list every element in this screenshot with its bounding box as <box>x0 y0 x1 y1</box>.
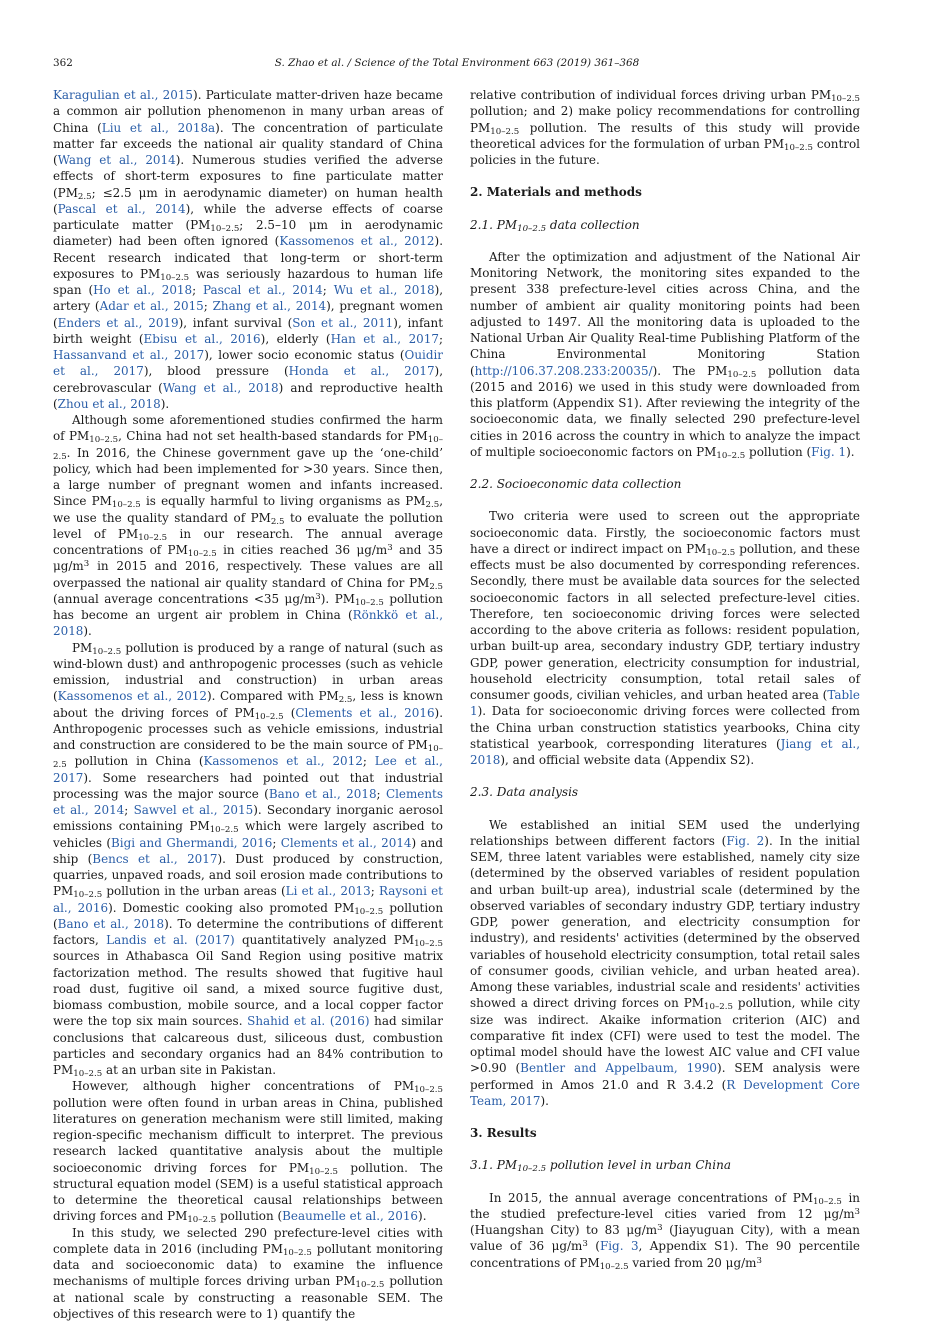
citation-link[interactable]: Shahid et al. (2016) <box>247 1014 369 1028</box>
subsection-heading: 2.2. Socioeconomic data collection <box>470 476 860 492</box>
citation-link[interactable]: Bano et al., 2018 <box>58 917 164 931</box>
subsection-heading: 2.3. Data analysis <box>470 784 860 800</box>
paragraph: Two criteria were used to screen out the appropriate socioeconomic data. Firstly, the socioeconomic factors must have a direct or indirect impact on $PM_{10-2.5}$ pollution, and these effects must be also documented by corresponding references. Secondly, there must be available data sources for the selected socioeconomic factors in all selected prefecture-level cities. Therefore, ten socioeconomic driving forces were selected according to the above criteria as follows: resident population, urban built-up area, secondary industry GDP, tertiary industry GDP, power generation, electricity consumption for industrial, household electricity consumption, total retail sales of consumer goods, civilian vehicles, and urban heated area (Table 1). Data for socioeconomic driving forces were collected from the China urban construction statistics yearbooks, China city statistical yearbook, corresponding literatures (Jiang et al., 2018), and official website data (Appendix S2). <box>470 508 860 768</box>
citation-link[interactable]: Clements et al., 2016 <box>295 706 434 720</box>
citation-link[interactable]: Zhang et al., 2014 <box>213 299 327 313</box>
citation-link[interactable]: Son et al., 2011 <box>292 316 393 330</box>
journal-citation: S. Zhao et al. / Science of the Total Environment 663 (2019) 361–368 <box>53 57 861 69</box>
citation-link[interactable]: Zhou et al., 2018 <box>58 397 161 411</box>
paragraph: Although some aforementioned studies confirmed the harm of $PM_{10-2.5}$, China had not set health-based standards for $PM_{10-2.5}$. In 2016, the Chinese government gave up the ‘one-child’ policy, which had been implemented for >30 years. Since then, a large number of pregnant women and infants increased. Since $PM_{10-2.5}$ is equally harmful to living organisms as $PM_{2.5}$, we use the quality standard of $PM_{2.5}$ to evaluate the pollution level of $PM_{10-2.5}$ in our research. The annual average concentrations of $PM_{10-2.5}$ in cities reached 36 $\mu g/m^3$ and 35 $\mu g/m^3$ in 2015 and 2016, respectively. These values are all overpassed the national air quality standard of China for $PM_{2.5}$ (annual average concentrations <35 $\mu g/m^3$). $PM_{10-2.5}$ pollution has become an urgent air problem in China (Rönkkö et al., 2018). <box>53 412 443 640</box>
citation-link[interactable]: Pascal et al., 2014 <box>203 283 323 297</box>
citation-link[interactable]: Wu et al., 2018 <box>334 283 435 297</box>
citation-link[interactable]: Honda et al., 2017 <box>289 364 435 378</box>
citation-link[interactable]: Fig. 2 <box>726 834 764 848</box>
citation-link[interactable]: Kassomenos et al., 2012 <box>204 754 363 768</box>
citation-link[interactable]: Table 1 <box>470 688 860 718</box>
citation-link[interactable]: Ho et al., 2018 <box>93 283 192 297</box>
left-column <box>53 87 443 1322</box>
page-number: 362 <box>53 57 73 69</box>
paragraph: However, although higher concentrations of $PM_{10-2.5}$ pollution were often found in urban areas in China, published literatures on generation mechanism were still limited, making region-specific mechanism difficult to interpret. The previous research lacked quantitative analysis about the multiple socioeconomic driving forces for $PM_{10-2.5}$ pollution. The structural equation model (SEM) is a useful statistical approach to determine the theoretical causal relationships between driving forces and $PM_{10-2.5}$ pollution (Beaumelle et al., 2016). <box>53 1078 443 1224</box>
citation-link[interactable]: Bentler and Appelbaum, 1990 <box>520 1061 717 1075</box>
paragraph: In 2015, the annual average concentrations of $PM_{10-2.5}$ in the studied prefecture-level cities varied from 12 $\mu g/m^3$ (Huangshan City) to 83 $\mu g/m^3$ (Jiayuguan City), with a mean value of 36 $\mu g/m^3$ (Fig. 3, Appendix S1). The 90 percentile concentrations of $PM_{10-2.5}$ varied from 20 $\mu g/m^3$ <box>470 1190 860 1271</box>
citation-link[interactable]: Clements et al., 2014 <box>53 787 443 817</box>
citation-link[interactable]: Ouidir et al., 2017 <box>53 348 443 378</box>
paragraph: After the optimization and adjustment of the National Air Monitoring Network, the monitoring sites expanded to the present 338 prefecture-level cities across China, and the number of ambient air quality monitoring points had been adjusted to 1497. All the monitoring data is uploaded to the National Urban Air Quality Real-time Publishing Platform of the China Environmental Monitoring Station (http://106.37.208.233:20035/). The $PM_{10-2.5}$ pollution data (2015 and 2016) we used in this study were downloaded from this platform (Appendix S1). After reviewing the integrity of the socioeconomic data, we finally selected 290 prefecture-level cities in 2016 across the country in which to analyze the impact of multiple socioeconomic factors on $PM_{10-2.5}$ pollution (Fig. 1). <box>470 249 860 460</box>
citation-link[interactable]: R Development Core Team, 2017 <box>470 1078 860 1108</box>
citation-link[interactable]: Wang et al., 2014 <box>58 153 176 167</box>
citation-link[interactable]: Ebisu et al., 2016 <box>143 332 260 346</box>
citation-link[interactable]: Han et al., 2017 <box>331 332 439 346</box>
paragraph: relative contribution of individual forces driving urban $PM_{10-2.5}$ pollution; and 2) make policy recommendations for controlling $PM_{10-2.5}$ pollution. The results of this study will provide theoretical advices for the formulation of urban $PM_{10-2.5}$ control policies in the future. <box>470 87 860 168</box>
citation-link[interactable]: Adar et al., 2015 <box>100 299 204 313</box>
citation-link[interactable]: Beaumelle et al., 2016 <box>282 1209 418 1223</box>
citation-link[interactable]: Bigi and Ghermandi, 2016 <box>111 836 272 850</box>
citation-link[interactable]: Enders et al., 2019 <box>58 316 179 330</box>
citation-link[interactable]: Kassomenos et al., 2012 <box>279 234 434 248</box>
citation-link[interactable]: Li et al., 2013 <box>286 884 371 898</box>
citation-link[interactable]: Clements et al., 2014 <box>281 836 412 850</box>
subsection-heading: 3.1. $PM_{10-2.5}$ pollution level in urban China <box>470 1157 860 1173</box>
citation-link[interactable]: Rönkkö et al., 2018 <box>53 608 443 638</box>
citation-link[interactable]: Fig. 1 <box>811 445 846 459</box>
paragraph: We established an initial SEM used the underlying relationships between different factors (Fig. 2). In the initial SEM, three latent variables were established, namely city size (determined by the observed variables of resident population and urban built-up area), industrial scale (determined by the observed variables of secondary industry GDP, tertiary industry GDP, power generation, and electricity consumption for industry), and residents' activities (determined by the observed variables of household electricity consumption, total retail sales of consumer goods, civilian vehicle, and urban heated area). Among these variables, industrial scale and residents' activities showed a direct driving forces on $PM_{10-2.5}$ pollution, while city size was indirect. Akaike information criterion (AIC) and comparative fit index (CFI) were used to test the model. The optimal model should have the lowest AIC value and CFI value >0.90 (Bentler and Appelbaum, 1990). SEM analysis were performed in Amos 21.0 and R 3.4.2 (R Development Core Team, 2017). <box>470 817 860 1110</box>
subsection-heading: 2.1. $PM_{10-2.5}$ data collection <box>470 217 860 233</box>
citation-link[interactable]: Fig. 3 <box>600 1239 639 1253</box>
citation-link[interactable]: Hassanvand et al., 2017 <box>53 348 204 362</box>
section-heading: 2. Materials and methods <box>470 184 860 200</box>
citation-link[interactable]: http://106.37.208.233:20035/ <box>475 364 653 378</box>
citation-link[interactable]: Karagulian et al., 2015 <box>53 88 193 102</box>
citation-link[interactable]: Pascal et al., 2014 <box>58 202 186 216</box>
citation-link[interactable]: Jiang et al., 2018 <box>470 737 860 767</box>
section-heading: 3. Results <box>470 1125 860 1141</box>
paragraph: In this study, we selected 290 prefecture-level cities with complete data in 2016 (including $PM_{10-2.5}$ pollutant monitoring data and socioeconomic data) to examine the influence mechanisms of multiple forces driving urban $PM_{10-2.5}$ pollution at national scale by constructing a reasonable SEM. The objectives of this research were to 1) quantify the <box>53 1225 443 1322</box>
paragraph: $PM_{10-2.5}$ pollution is produced by a range of natural (such as wind-blown dust) and anthropogenic processes (such as vehicle emission, industrial and construction) in urban areas (Kassomenos et al., 2012). Compared with $PM_{2.5}$, less is known about the driving forces of $PM_{10-2.5}$ (Clements et al., 2016). Anthropogenic processes such as vehicle emissions, industrial and construction are considered to be the main source of $PM_{10-2.5}$ pollution in China (Kassomenos et al., 2012; Lee et al., 2017). Some researchers had pointed out that industrial processing was the major source (Bano et al., 2018; Clements et al., 2014; Sawvel et al., 2015). Secondary inorganic aerosol emissions containing $PM_{10-2.5}$ which were largely ascribed to vehicles (Bigi and Ghermandi, 2016; Clements et al., 2014) and ship (Bencs et al., 2017). Dust produced by construction, quarries, unpaved roads, and soil erosion made contributions to $PM_{10-2.5}$ pollution in the urban areas (Li et al., 2013; Raysoni et al., 2016). Domestic cooking also promoted $PM_{10-2.5}$ pollution (Bano et al., 2018). To determine the contributions of different factors, Landis et al. (2017) quantitatively analyzed $PM_{10-2.5}$ sources in Athabasca Oil Sand Region using positive matrix factorization method. The results showed that fugitive haul road dust, fugitive oil sand, a mixed source fugitive dust, biomass combustion, mobile source, and a local copper factor were the top six main sources. Shahid et al. (2016) had similar conclusions that calcareous dust, siliceous dust, combustion particles and secondary organics had an 84% contribution to $PM_{10-2.5}$ at an urban site in Pakistan. <box>53 640 443 1079</box>
citation-link[interactable]: Wang et al., 2018 <box>163 381 279 395</box>
citation-link[interactable]: Liu et al., 2018a <box>102 121 215 135</box>
paragraph: Karagulian et al., 2015). Particulate matter-driven haze became a common air pollution phenomenon in many urban areas of China (Liu et al., 2018a). The concentration of particulate matter far exceeds the national air quality standard of China (Wang et al., 2014). Numerous studies verified the adverse effects of short-term exposures to fine particulate matter ($PM_{2.5}$; ≤2.5 μm in aerodynamic diameter) on human health (Pascal et al., 2014), while the adverse effects of coarse particulate matter ($PM_{10-2.5}$; 2.5–10 μm in aerodynamic diameter) had been often ignored (Kassomenos et al., 2012). Recent research indicated that long-term or short-term exposures to $PM_{10-2.5}$ was seriously hazardous to human life span (Ho et al., 2018; Pascal et al., 2014; Wu et al., 2018), artery (Adar et al., 2015; Zhang et al., 2014), pregnant women (Enders et al., 2019), infant survival (Son et al., 2011), infant birth weight (Ebisu et al., 2016), elderly (Han et al., 2017; Hassanvand et al., 2017), lower socio economic status (Ouidir et al., 2017), blood pressure (Honda et al., 2017), cerebrovascular (Wang et al., 2018) and reproductive health (Zhou et al., 2018). <box>53 87 443 412</box>
citation-link[interactable]: Bano et al., 2018 <box>269 787 377 801</box>
running-header <box>53 57 861 73</box>
citation-link[interactable]: Kassomenos et al., 2012 <box>58 689 207 703</box>
right-column <box>470 87 860 1271</box>
citation-link[interactable]: Sawvel et al., 2015 <box>134 803 254 817</box>
citation-link[interactable]: Raysoni et al., 2016 <box>53 884 443 914</box>
citation-link[interactable]: Landis et al. (2017) <box>106 933 235 947</box>
citation-link[interactable]: Bencs et al., 2017 <box>92 852 217 866</box>
citation-link[interactable]: Lee et al., 2017 <box>53 754 443 784</box>
